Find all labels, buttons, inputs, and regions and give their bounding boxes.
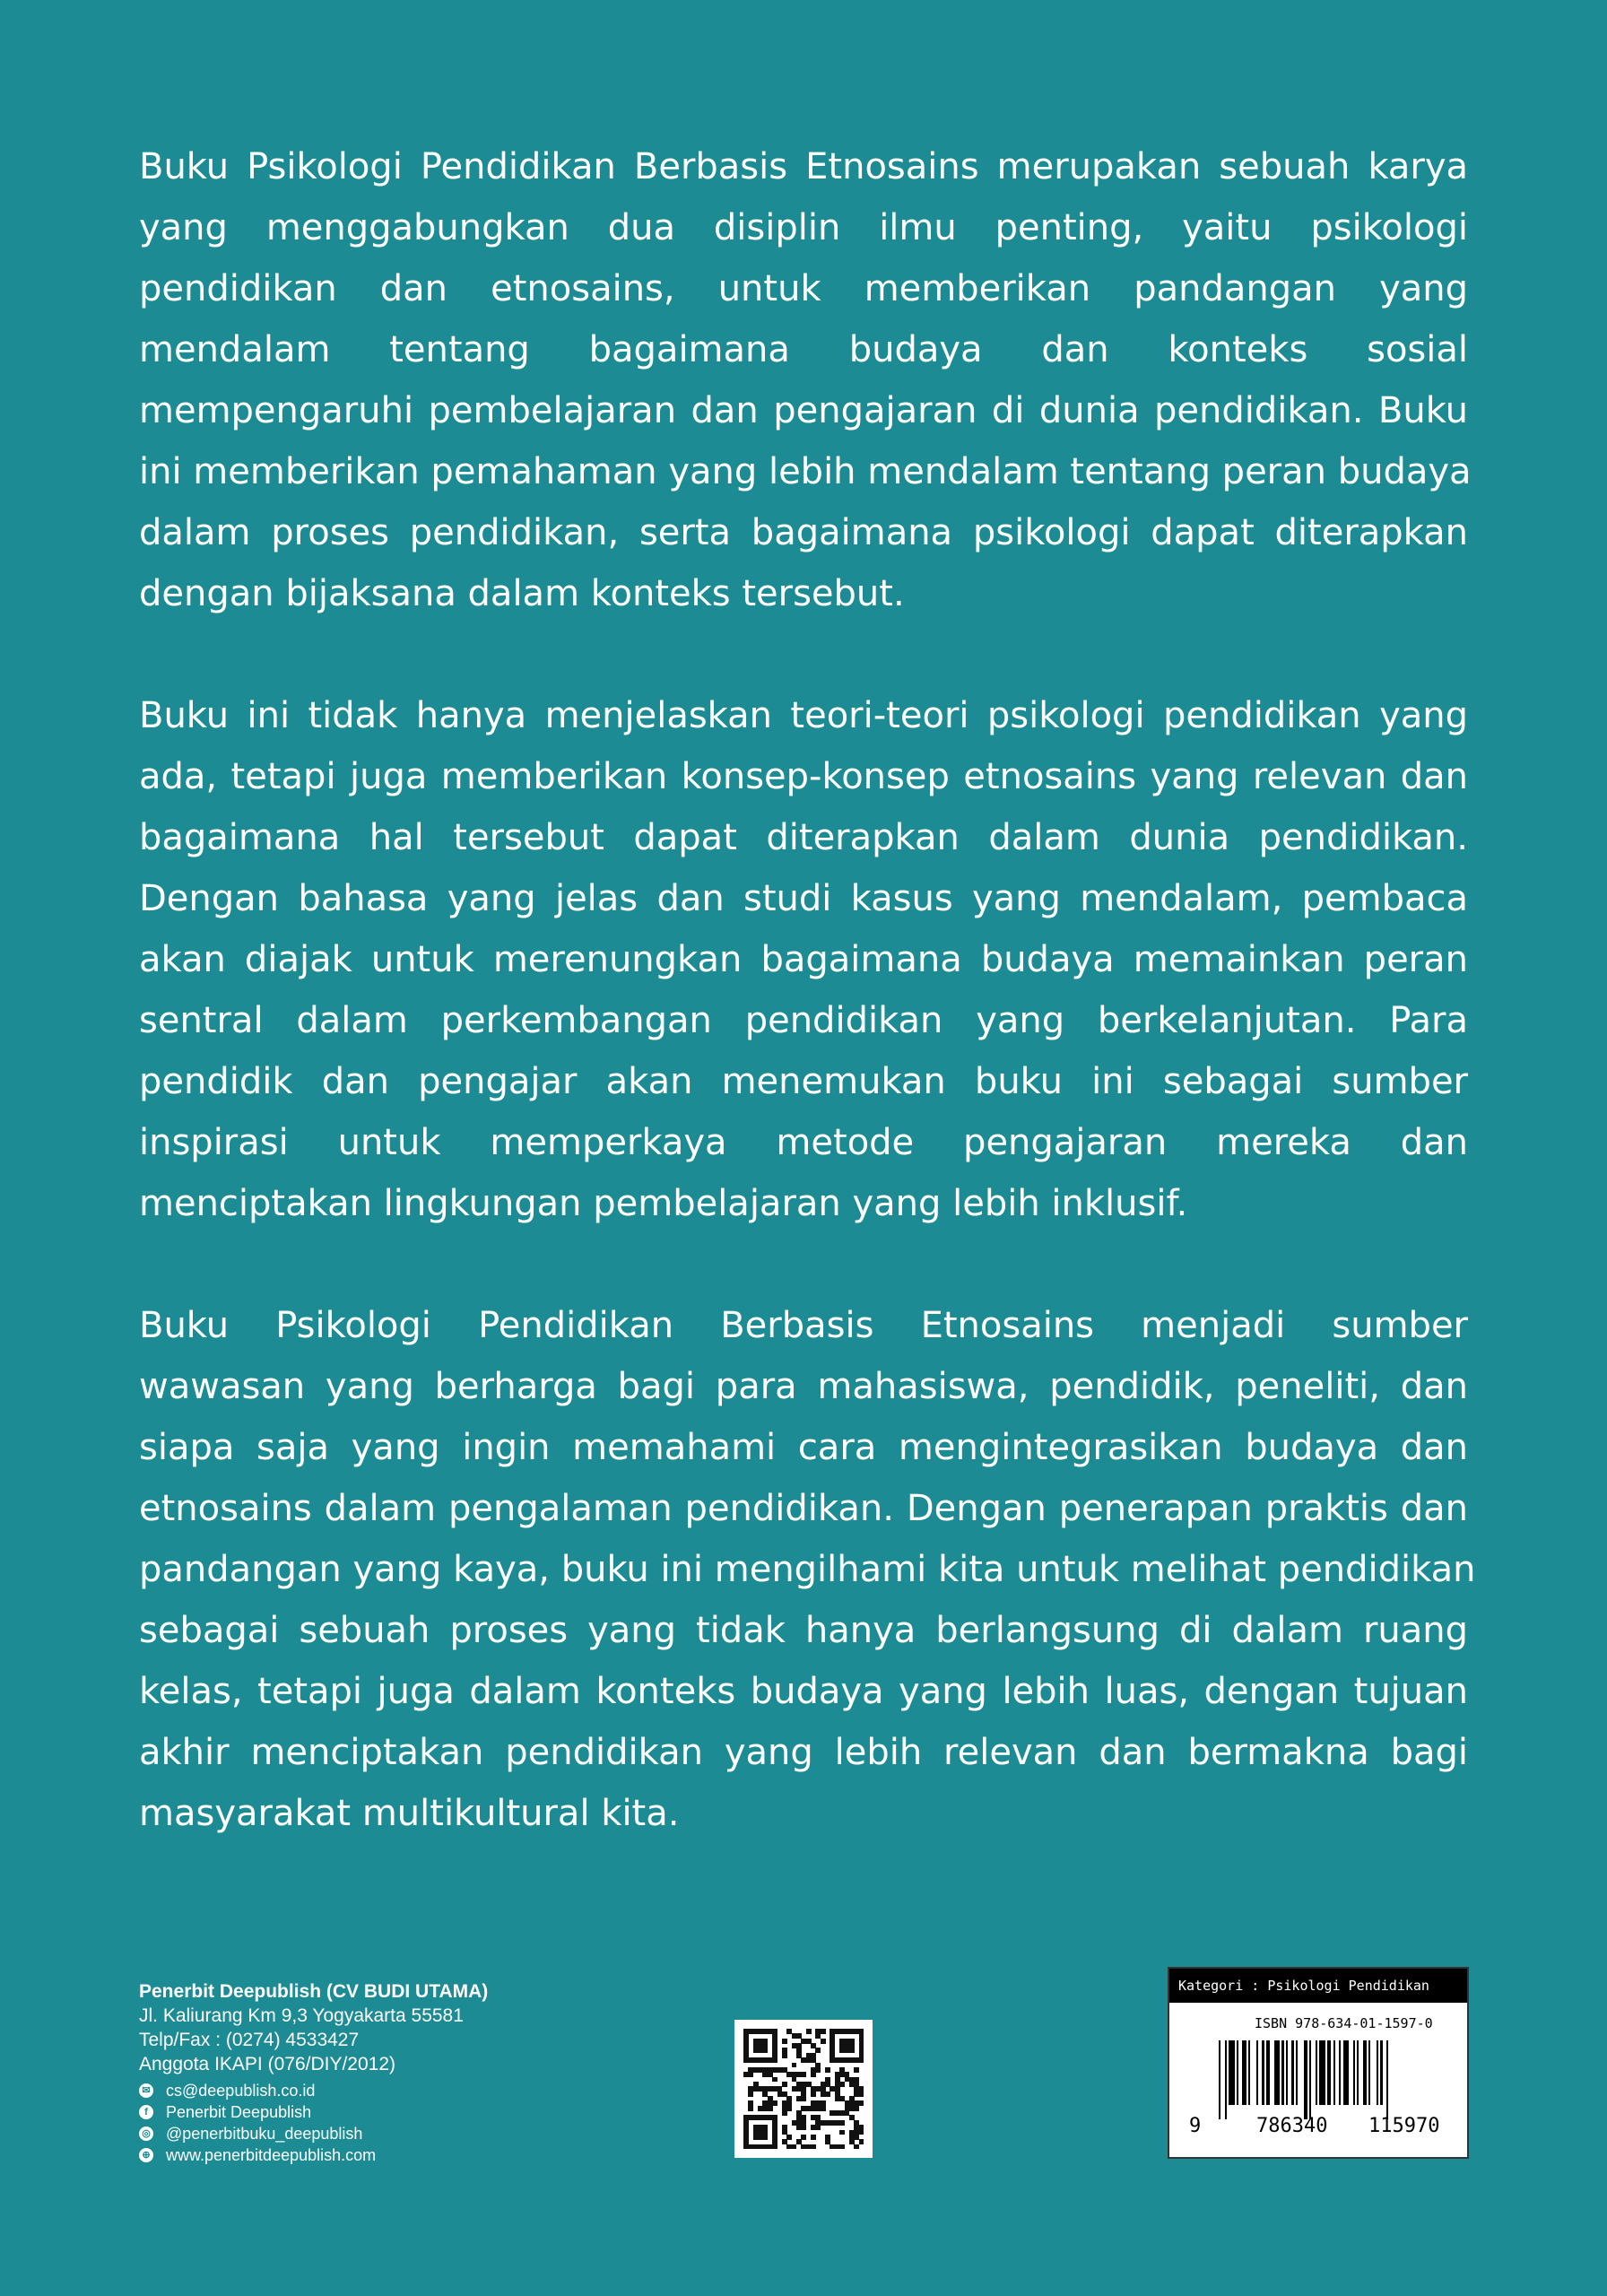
barcode-bar [1380, 2040, 1382, 2105]
publisher-info [139, 1979, 488, 2166]
barcode-bar [1286, 2040, 1288, 2105]
barcode-bar [1368, 2040, 1370, 2105]
isbn-barcode-box [1168, 1967, 1469, 2159]
paragraph-line: dalam proses pendidikan, serta bagaimana psikologi dapat diterapkan [139, 512, 1468, 553]
barcode-bar [1281, 2040, 1283, 2105]
qr-module [748, 2092, 753, 2097]
barcode-bar [1225, 2040, 1227, 2119]
qr-module [782, 2039, 787, 2044]
qr-module [792, 2144, 797, 2150]
paragraph-line: pandangan yang kaya, buku ini mengilhami kita untuk melihat pendidikan [139, 1549, 1476, 1590]
barcode-bar [1304, 2040, 1307, 2119]
paragraph-line: inspirasi untuk memperkaya metode pengajaran mereka dan [139, 1122, 1468, 1163]
barcode-bar [1309, 2040, 1311, 2119]
contact-item [139, 2123, 488, 2144]
qr-module [815, 2048, 821, 2053]
paragraph-line: akan diajak untuk merenungkan bagaimana budaya memainkan peran [139, 939, 1468, 980]
barcode-bar [1229, 2040, 1235, 2105]
barcode-bar [1242, 2040, 1246, 2105]
qr-module [815, 2125, 821, 2130]
paragraph-line: mendalam tentang bagaimana budaya dan konteks sosial [139, 329, 1468, 370]
qr-module [821, 2106, 826, 2111]
barcode-bar [1316, 2040, 1317, 2105]
qr-module [811, 2072, 816, 2077]
qr-module [782, 2053, 787, 2058]
qr-module [811, 2135, 816, 2140]
barcode-bar [1363, 2040, 1367, 2105]
qr-module [772, 2100, 777, 2106]
qr-module [839, 2082, 845, 2087]
publisher-ikapi: Anggota IKAPI (076/DIY/2012) [139, 2054, 396, 2074]
barcode-bar [1333, 2040, 1335, 2105]
paragraph [139, 1295, 1476, 1844]
barcode-digits-right: 115970 [1368, 2115, 1440, 2137]
qr-module [772, 2077, 777, 2083]
paragraph-line: Dengan bahasa yang jelas dan studi kasus yang mendalam, pembaca [139, 878, 1468, 919]
paragraph-line: Buku ini tidak hanya menjelaskan teori-teori psikologi pendidikan yang [139, 695, 1468, 736]
paragraph [139, 685, 1468, 1234]
barcode-bar [1256, 2040, 1258, 2105]
barcode-bar [1377, 2040, 1378, 2105]
contact-item [139, 2101, 488, 2123]
qr-module [839, 2144, 845, 2150]
paragraph-line: bagaimana hal tersebut dapat diterapkan dalam dunia pendidikan. [139, 817, 1468, 858]
barcode-digit-first: 9 [1189, 2115, 1202, 2137]
barcode-bar [1386, 2040, 1388, 2119]
paragraph-line: sebagai sebuah proses yang tidak hanya berlangsung di dalam ruang [139, 1610, 1468, 1651]
paragraph-line: pendidik dan pengajar akan menemukan buku ini sebagai sumber [139, 1061, 1468, 1102]
qr-module [811, 2144, 816, 2150]
isbn-text: ISBN 978-634-01-1597-0 [1255, 2015, 1433, 2031]
paragraph-line: etnosains dalam pengalaman pendidikan. Dengan penerapan praktis dan [139, 1488, 1468, 1529]
qr-module [772, 2057, 777, 2063]
qr-module [782, 2110, 787, 2116]
paragraph-line: ada, tetapi juga memberikan konsep-konsep etnosains yang relevan dan [139, 756, 1468, 797]
paragraph-line: mempengaruhi pembelajaran dan pengajaran di dunia pendidikan. Buku [139, 390, 1468, 431]
qr-module [801, 2072, 806, 2077]
paragraph-line: wawasan yang berharga bagi para mahasiswa, pendidik, peneliti, dan [139, 1366, 1468, 1407]
contact-item [139, 2144, 488, 2166]
paragraph [139, 136, 1472, 624]
barcode [1219, 2040, 1456, 2121]
category-label: Kategori : Psikologi Pendidikan [1169, 1969, 1467, 2003]
barcode-bar [1266, 2040, 1270, 2105]
qr-module [825, 2092, 830, 2097]
qr-module [801, 2125, 806, 2130]
paragraph-line: kelas, tetapi juga dalam konteks budaya yang lebih luas, dengan tujuan [139, 1671, 1468, 1712]
barcode-bar [1274, 2040, 1281, 2105]
qr-module [821, 2029, 826, 2034]
qr-module [839, 2130, 845, 2135]
contact-text: cs@deepublish.co.id [166, 2081, 316, 2100]
contact-text: www.penerbitdeepublish.com [166, 2145, 377, 2164]
paragraph-line: Buku Psikologi Pendidikan Berbasis Etnosains menjadi sumber [139, 1305, 1468, 1346]
qr-module [859, 2057, 864, 2063]
paragraph-line: dengan bijaksana dalam konteks tersebut. [139, 573, 905, 614]
publisher-phone: Telp/Fax : (0274) 4533427 [139, 2030, 360, 2050]
qr-module [811, 2092, 816, 2097]
qr-module [859, 2092, 864, 2097]
qr-module [815, 2067, 821, 2073]
qr-module [748, 2106, 753, 2111]
publisher-name: Penerbit Deepublish (CV BUDI UTAMA) [139, 1981, 489, 2002]
barcode-bar [1248, 2040, 1250, 2105]
barcode-bar [1357, 2040, 1359, 2105]
qr-module [825, 2067, 830, 2073]
email-icon: ✉ [139, 2083, 153, 2098]
qr-module [859, 2100, 864, 2106]
back-cover-blurb [139, 136, 1476, 1905]
qr-module [854, 2106, 859, 2111]
qr-module [786, 2135, 792, 2140]
barcode-bar [1339, 2040, 1341, 2105]
paragraph-line: ini memberikan pemahaman yang lebih mendalam tentang peran budaya [139, 451, 1472, 492]
publisher-address: Jl. Kaliurang Km 9,3 Yogyakarta 55581 [139, 2005, 464, 2026]
barcode-bar [1343, 2040, 1350, 2105]
paragraph-line: Buku Psikologi Pendidikan Berbasis Etnosains merupakan sebuah karya [139, 146, 1468, 187]
qr-module [748, 2072, 753, 2077]
qr-module [801, 2135, 806, 2140]
paragraph-line: siapa saja yang ingin memahami cara mengintegrasikan budaya dan [139, 1427, 1468, 1468]
paragraph-line: yang menggabungkan dua disiplin ilmu penting, yaitu psikologi [139, 207, 1468, 248]
barcode-bar [1353, 2040, 1355, 2105]
facebook-icon: f [139, 2105, 153, 2119]
qr-module [821, 2039, 826, 2044]
instagram-icon: ◎ [139, 2126, 153, 2141]
contact-text: Penerbit Deepublish [166, 2102, 312, 2121]
barcode-bar [1296, 2040, 1298, 2105]
qr-module [782, 2082, 787, 2087]
barcode-bar [1327, 2040, 1331, 2105]
paragraph-line: sentral dalam perkembangan pendidikan yang berkelanjutan. Para [139, 1000, 1468, 1041]
globe-icon: ⊕ [139, 2148, 153, 2162]
paragraph-line: masyarakat multikultural kita. [139, 1793, 680, 1834]
qr-code [734, 2020, 873, 2158]
paragraph-line: akhir menciptakan pendidikan yang lebih relevan dan bermakna bagi [139, 1732, 1468, 1773]
barcode-bar [1291, 2040, 1293, 2105]
qr-module [792, 2063, 797, 2068]
qr-module [854, 2144, 859, 2150]
qr-module [859, 2139, 864, 2144]
qr-module [768, 2106, 773, 2111]
contact-item [139, 2080, 488, 2101]
qr-module [762, 2048, 768, 2053]
qr-module [786, 2106, 792, 2111]
paragraph-line: pendidikan dan etnosains, untuk memberikan pandangan yang [139, 268, 1468, 309]
qr-module [849, 2048, 855, 2053]
qr-module [801, 2096, 806, 2101]
barcode-bar [1262, 2040, 1264, 2105]
qr-module [762, 2135, 768, 2140]
barcode-bar [1219, 2040, 1220, 2119]
qr-module [859, 2130, 864, 2135]
barcode-bar [1237, 2040, 1238, 2105]
barcode-bar [1319, 2040, 1325, 2105]
barcode-digits-left: 786340 [1256, 2115, 1328, 2137]
qr-module [806, 2029, 812, 2034]
contact-text: @penerbitbuku_deepublish [166, 2124, 363, 2143]
paragraph-line: menciptakan lingkungan pembelajaran yang lebih inklusif. [139, 1183, 1188, 1224]
qr-module [772, 2144, 777, 2150]
qr-module [839, 2120, 845, 2126]
qr-module [854, 2067, 859, 2073]
